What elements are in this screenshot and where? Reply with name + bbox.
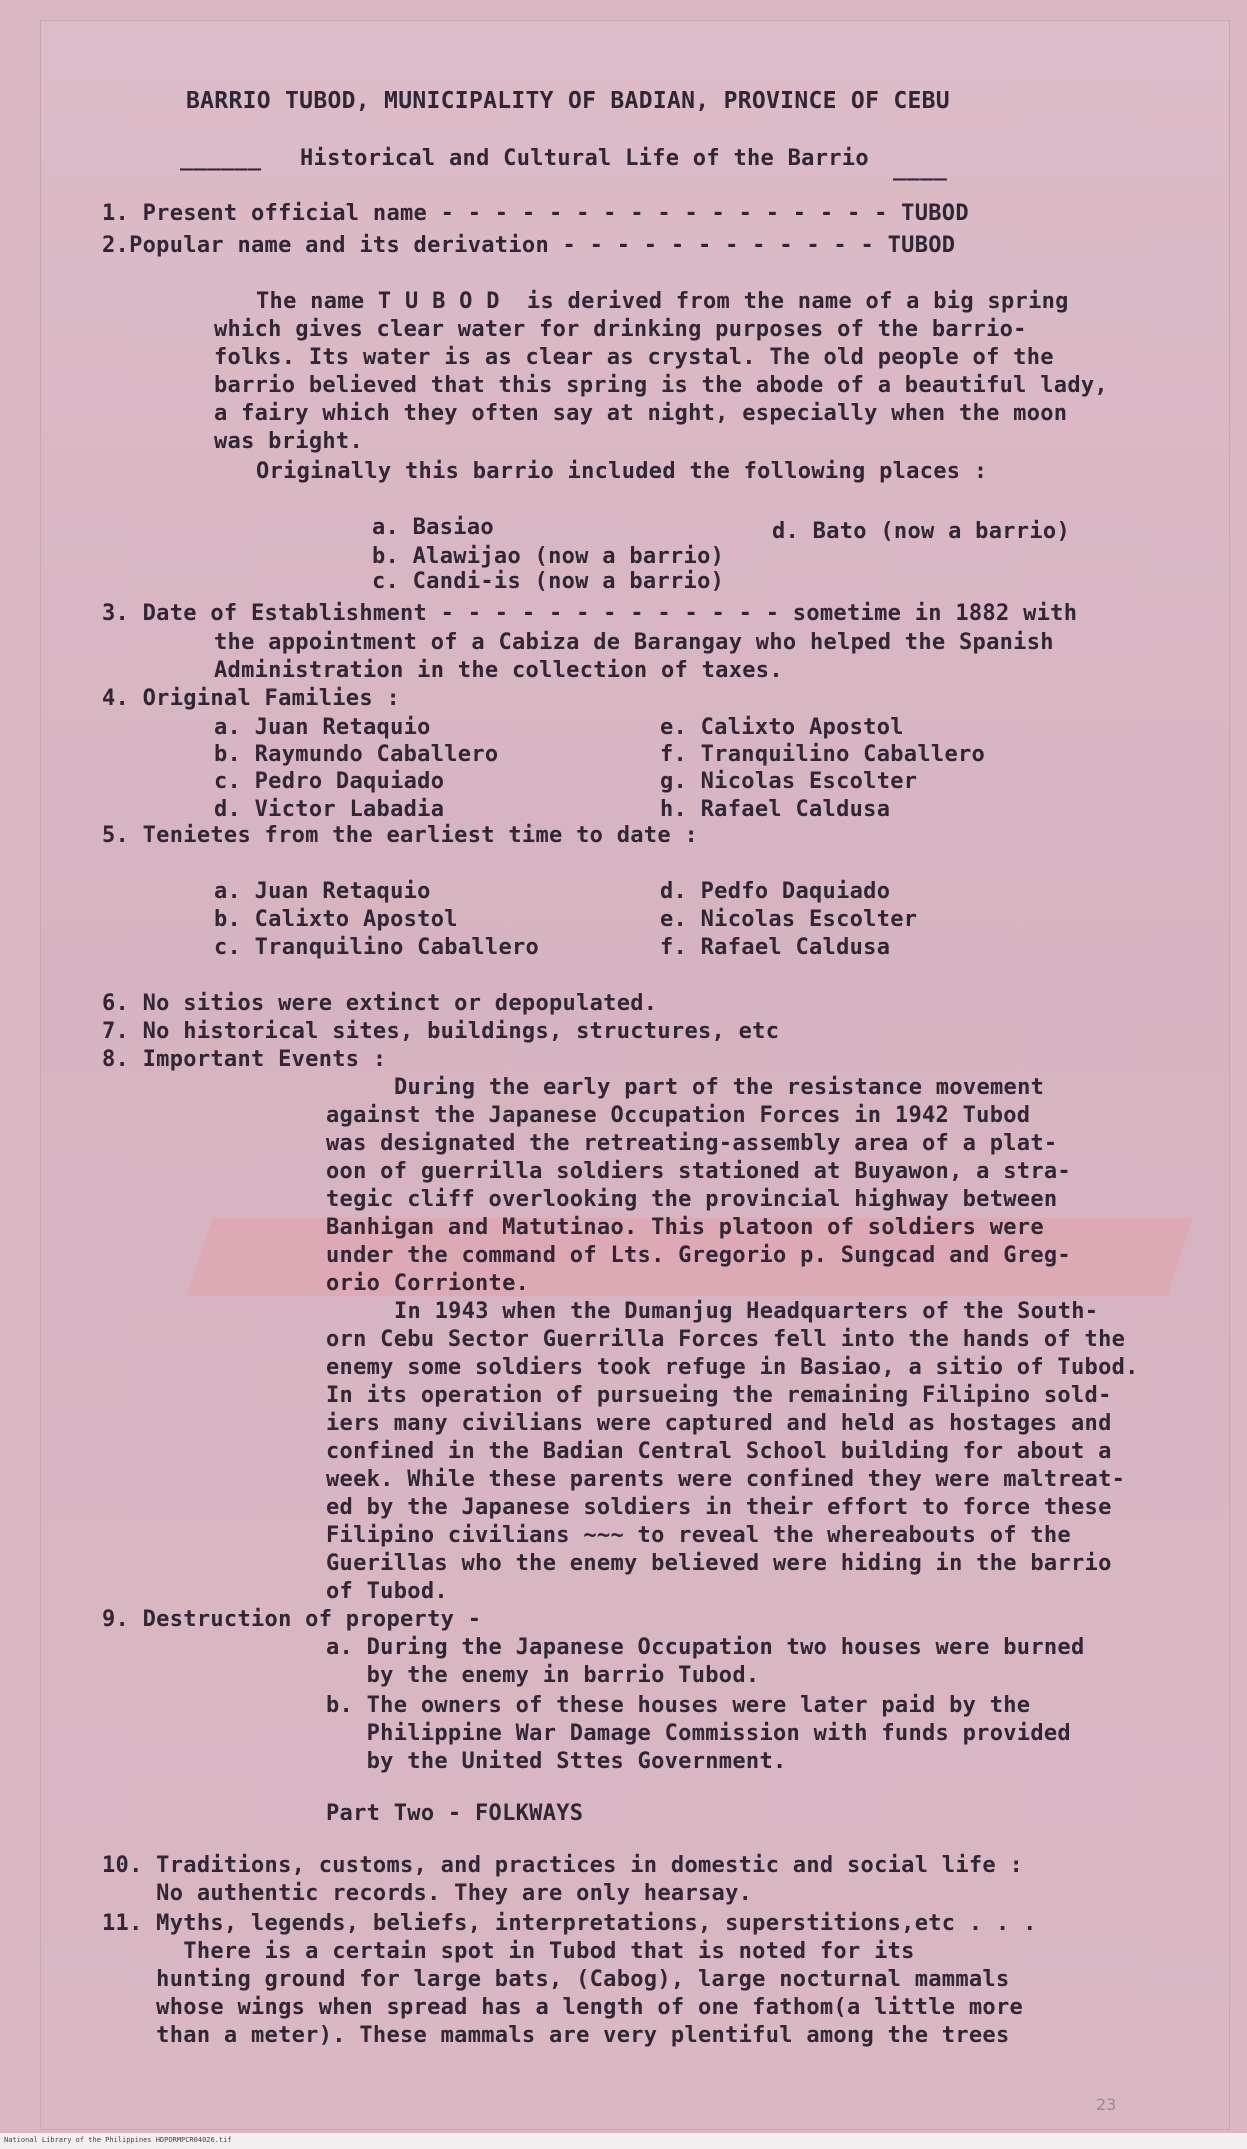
item-3-date-established: 3. Date of Establishment - - - - - - - - - - - - - sometime in 1882 with	[102, 601, 1078, 626]
events-p2-line-3: enemy some soldiers took refuge in Basiao, a sitio of Tubod.	[326, 1355, 1139, 1380]
teniente-d: d. Pedfo Daquiado	[660, 879, 891, 904]
item-9-destruction: 9. Destruction of property -	[102, 1607, 482, 1632]
document-title: BARRIO TUBOD, MUNICIPALITY OF BADIAN, PROVINCE OF CEBU	[186, 88, 950, 114]
family-c: c. Pedro Daquiado	[214, 769, 445, 794]
events-p2-line-8: ed by the Japanese soldiers in their effort to force these	[326, 1495, 1112, 1520]
item-5-tenientes: 5. Tenietes from the earliest time to date :	[102, 823, 698, 848]
events-p2-line-9: Filipino civilians ~~~ to reveal the whereabouts of the	[326, 1523, 1071, 1548]
events-p2-line-6: confined in the Badian Central School building for about a	[326, 1439, 1112, 1464]
page-number: 23	[1096, 2095, 1117, 2114]
events-p1-line-4: oon of guerrilla soldiers stationed at Buyawon, a stra-	[326, 1159, 1071, 1184]
place-c: c. Candi-is (now a barrio)	[372, 569, 725, 594]
derivation-line-2: which gives clear water for drinking purposes of the barrio-	[214, 317, 1027, 342]
item-10-traditions: 10. Traditions, customs, and practices in domestic and social life :	[102, 1853, 1024, 1878]
events-p1-line-7: under the command of Lts. Gregorio p. Sungcad and Greg-	[326, 1243, 1071, 1268]
events-p2-line-11: of Tubod.	[326, 1579, 448, 1604]
derivation-line-1: The name T U B O D is derived from the name of a big spring	[256, 289, 1069, 314]
events-p2-line-10: Guerillas who the enemy believed were hiding in the barrio	[326, 1551, 1112, 1576]
family-b: b. Raymundo Caballero	[214, 742, 499, 767]
derivation-line-3: folks. Its water is as clear as crystal. The old people of the	[214, 345, 1054, 370]
derivation-line-5: a fairy which they often say at night, especially when the moon	[214, 401, 1068, 426]
item-11-line-4: whose wings when spread has a length of one fathom(a little more	[102, 1995, 1024, 2020]
document-subtitle: Historical and Cultural Life of the Barrio	[300, 146, 869, 171]
item-7-historical-sites: 7. No historical sites, buildings, structures, etc	[102, 1019, 780, 1044]
item-2-popular-name: 2.Popular name and its derivation - - - - - - - - - - - - TUBOD	[102, 233, 956, 258]
events-p1-line-8: orio Corrionte.	[326, 1271, 530, 1296]
events-p1-line-3: was designated the retreating-assembly area of a plat-	[326, 1131, 1058, 1156]
item-11-myths: 11. Myths, legends, beliefs, interpretations, superstitions,etc . . .	[102, 1911, 1037, 1936]
item-3-line-2: the appointment of a Cabiza de Barangay who helped the Spanish	[214, 630, 1054, 655]
derivation-line-6: was bright.	[214, 429, 363, 454]
family-g: g. Nicolas Escolter	[660, 769, 918, 794]
destruction-b-line-1: b. The owners of these houses were later paid by the	[326, 1693, 1031, 1718]
destruction-a-line-2: by the enemy in barrio Tubod.	[326, 1663, 760, 1688]
events-p2-line-4: In its operation of pursueing the remaining Filipino sold-	[326, 1383, 1112, 1408]
family-e: e. Calixto Apostol	[660, 715, 904, 740]
derivation-line-4: barrio believed that this spring is the abode of a beautiful lady,	[214, 373, 1108, 398]
events-p1-line-1: During the early part of the resistance movement	[394, 1075, 1045, 1100]
subtitle-rule-right: ____	[893, 156, 948, 181]
part-two-heading: Part Two - FOLKWAYS	[326, 1801, 584, 1826]
events-p2-line-7: week. While these parents were confined they were maltreat-	[326, 1467, 1126, 1492]
item-11-line-2: There is a certain spot in Tubod that is noted for its	[102, 1939, 915, 1964]
item-11-line-3: hunting ground for large bats, (Cabog), large nocturnal mammals	[102, 1967, 1010, 1992]
events-p2-line-2: orn Cebu Sector Guerrilla Forces fell into the hands of the	[326, 1327, 1126, 1352]
teniente-a: a. Juan Retaquio	[214, 879, 431, 904]
family-d: d. Victor Labadia	[214, 797, 445, 822]
family-h: h. Rafael Caldusa	[660, 797, 891, 822]
family-f: f. Tranquilino Caballero	[660, 742, 986, 767]
events-p2-line-5: iers many civilians were captured and held as hostages and	[326, 1411, 1112, 1436]
place-a: a. Basiao	[372, 515, 494, 540]
destruction-b-line-3: by the United Sttes Government.	[326, 1749, 787, 1774]
item-3-line-3: Administration in the collection of taxes.	[214, 658, 783, 683]
destruction-b-line-2: Philippine War Damage Commission with funds provided	[326, 1721, 1071, 1746]
events-p1-line-6: Banhigan and Matutinao. This platoon of soldiers were	[326, 1215, 1044, 1240]
item-8-important-events: 8. Important Events :	[102, 1047, 387, 1072]
family-a: a. Juan Retaquio	[214, 715, 431, 740]
item-10-line-2: No authentic records. They are only hearsay.	[102, 1881, 753, 1906]
archive-footer: National Library of the Philippines HDPORMPCR04026.tif	[4, 2136, 232, 2144]
subtitle-rule-left: ______	[180, 146, 262, 171]
item-4-original-families: 4. Original Families :	[102, 686, 400, 711]
teniente-b: b. Calixto Apostol	[214, 907, 458, 932]
teniente-c: c. Tranquilino Caballero	[214, 935, 540, 960]
events-p1-line-5: tegic cliff overlooking the provincial highway between	[326, 1187, 1058, 1212]
place-d: d. Bato (now a barrio)	[772, 519, 1070, 544]
item-11-line-5: than a meter). These mammals are very plentiful among the trees	[102, 2023, 1010, 2048]
events-p1-line-2: against the Japanese Occupation Forces in 1942 Tubod	[326, 1103, 1031, 1128]
original-places-intro: Originally this barrio included the following places :	[256, 459, 988, 484]
teniente-f: f. Rafael Caldusa	[660, 935, 891, 960]
teniente-e: e. Nicolas Escolter	[660, 907, 918, 932]
item-1-official-name: 1. Present official name - - - - - - - - - - - - - - - - - TUBOD	[102, 201, 969, 226]
events-p2-line-1: In 1943 when the Dumanjug Headquarters of the South-	[394, 1299, 1099, 1324]
destruction-a-line-1: a. During the Japanese Occupation two houses were burned	[326, 1635, 1085, 1660]
place-b: b. Alawijao (now a barrio)	[372, 544, 725, 569]
item-6-sitios: 6. No sitios were extinct or depopulated.	[102, 991, 658, 1016]
